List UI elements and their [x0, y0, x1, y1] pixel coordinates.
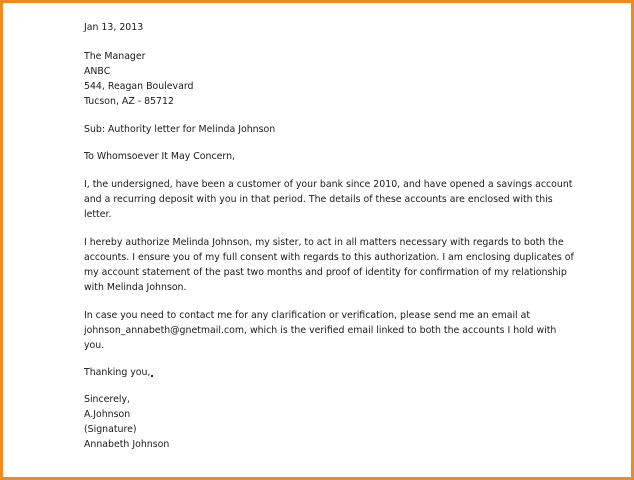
paragraph-line: accounts. I ensure you of my full consent with regards to this authorization. I am enclosing duplicates of — [84, 251, 574, 263]
recipient-line: 544, Reagan Boulevard — [84, 80, 194, 92]
paragraph-line: I hereby authorize Melinda Johnson, my sister, to act in all matters necessary with regards to both the — [84, 237, 564, 249]
paragraph-line: letter. — [84, 209, 112, 221]
recipient-line: Tucson, AZ - 85712 — [84, 95, 174, 107]
letter-salutation: To Whomsoever It May Concern, — [84, 151, 236, 163]
thanks-line — [84, 366, 554, 381]
closing-line: Sincerely, — [84, 394, 130, 406]
paragraph-1 — [84, 178, 573, 223]
letter-date: Jan 13, 2013 — [84, 22, 144, 33]
paragraph-line: you. — [84, 339, 105, 351]
paragraph-line: johnson_annabeth@gnetmail.com, which is the verified email linked to both the accounts I hold with — [84, 324, 557, 336]
recipient-address — [84, 50, 554, 110]
signer-full-name: Annabeth Johnson — [84, 439, 170, 451]
signature-label: (Signature) — [84, 424, 137, 436]
paragraph-line: with Melinda Johnson. — [84, 281, 187, 293]
paragraph-line: and a recurring deposit with you in that period. The details of these accounts are enclosed with this — [84, 194, 553, 206]
paragraph-line: I, the undersigned, have been a customer of your bank since 2010, and have opened a savings account — [84, 179, 573, 191]
thanks-text: Thanking you, — [84, 367, 151, 379]
paragraph-line: my account statement of the past two months and proof of identity for confirmation of my relationship — [84, 266, 567, 278]
paragraph-3 — [84, 309, 557, 354]
letter-subject: Sub: Authority letter for Melinda Johnson — [84, 123, 276, 135]
recipient-line: The Manager — [84, 50, 146, 62]
recipient-line: ANBC — [84, 65, 111, 77]
paragraph-2 — [84, 236, 574, 296]
signature-name: A.Johnson — [84, 409, 131, 421]
closing-block — [84, 393, 554, 453]
paragraph-line: In case you need to contact me for any clarification or verification, please send me an email at — [84, 309, 531, 321]
letter-body — [84, 21, 574, 453]
text-cursor-mark — [151, 375, 153, 377]
